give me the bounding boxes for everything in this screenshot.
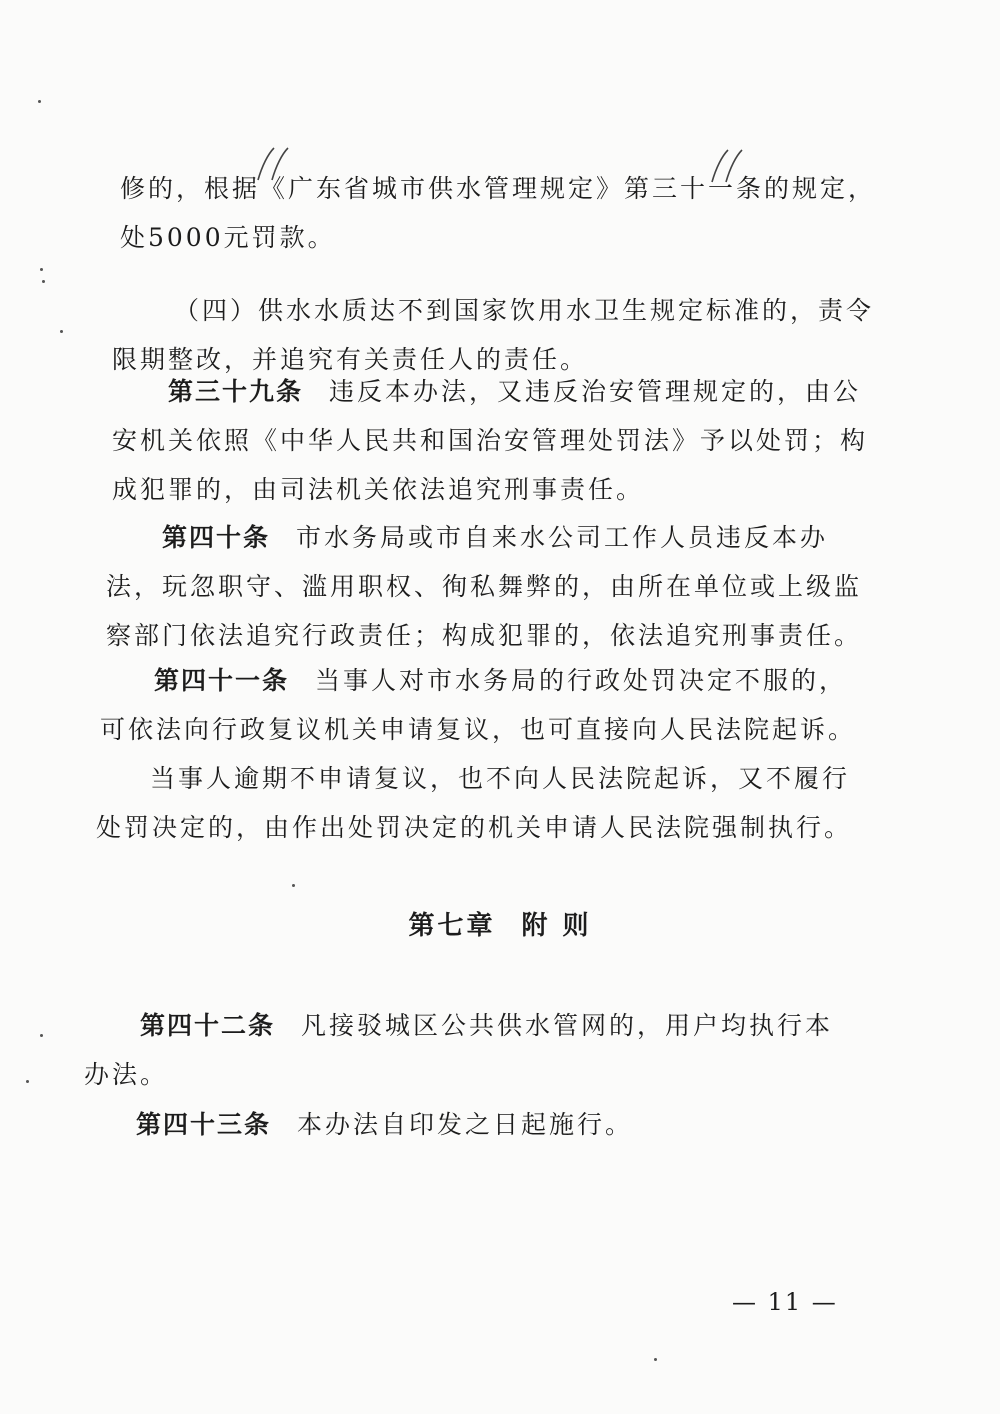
article-39-text: 违反本办法，又违反治安管理规定的，由公安机关依照《中华人民共和国治安管理处罚法》予以处罚；构成犯罪的，由司法机关依法追究刑事责任。 [112,377,869,504]
article-42 [84,1001,860,1099]
article-39 [112,367,882,514]
article-43 [136,1100,876,1149]
scan-speck [654,1358,657,1361]
article-40-heading: 第四十条 [162,523,271,552]
scan-speck [26,1080,29,1083]
scan-speck [292,884,295,887]
page-number: — 11 — [732,1288,838,1316]
article-41-heading: 第四十一条 [154,666,290,695]
scan-speck [60,330,63,333]
article-41 [100,656,870,754]
article-41-paragraph-two: 当事人逾期不申请复议，也不向人民法院起诉，又不履行处罚决定的，由作出处罚决定的机关申请人民法院强制执行。 [96,764,853,842]
article-43-heading: 第四十三条 [136,1110,272,1139]
scan-speck [42,280,45,283]
paragraph-item-four: （四）供水水质达不到国家饮用水卫生规定标准的，责令限期整改，并追究有关责任人的责任。 [112,296,875,374]
article-40-text: 市水务局或市自来水公司工作人员违反本办法，玩忽职守、滥用职权、徇私舞弊的，由所在单位或上级监察部门依法追究行政责任；构成犯罪的，依法追究刑事责任。 [106,523,863,650]
scan-speck [40,1034,43,1037]
article-39-heading: 第三十九条 [168,377,304,406]
article-42-text: 凡接驳城区公共供水管网的，用户均执行本办法。 [84,1011,834,1089]
paragraph-continuation: 修的，根据《广东省城市供水管理规定》第三十一条的规定，处5000元罚款。 [120,174,877,252]
chapter-heading [0,904,1000,948]
article-42-heading: 第四十二条 [140,1011,276,1040]
article-41-text: 当事人对市水务局的行政处罚决定不服的，可依法向行政复议机关申请复议，也可直接向人民法院起诉。 [100,666,857,744]
scan-speck [40,268,43,271]
article-43-text: 本办法自印发之日起施行。 [297,1110,634,1139]
scan-speck [38,100,41,103]
chapter-title: 附 则 [521,911,592,941]
chapter-number: 第七章 [408,911,496,941]
article-40 [106,513,882,660]
